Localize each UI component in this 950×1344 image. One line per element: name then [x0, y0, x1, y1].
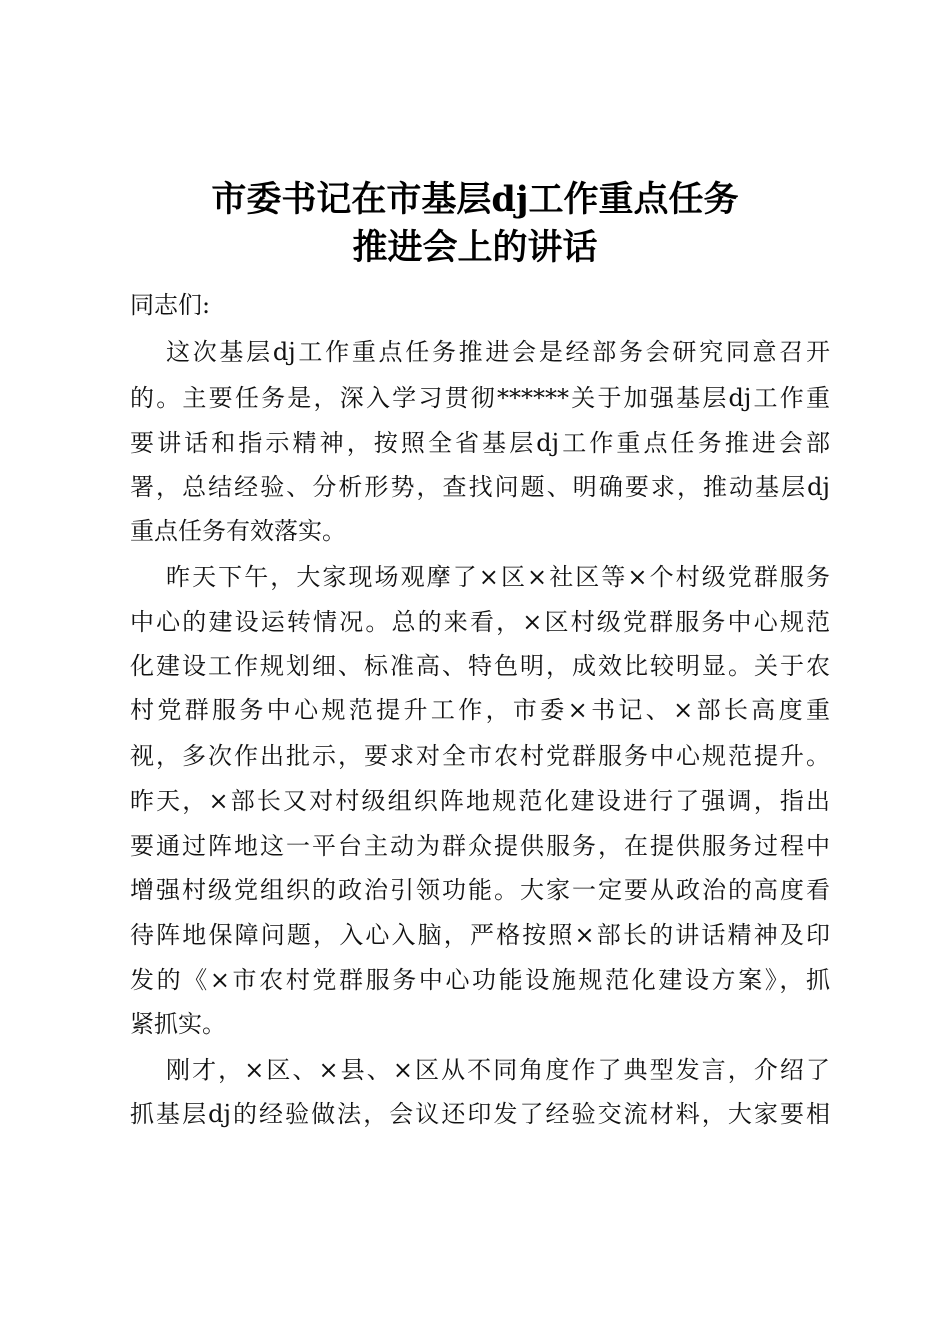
paragraph-line: 中心的建设运转情况。总的来看，×区村级党群服务中心规范 — [130, 608, 830, 636]
paragraph-line: 要通过阵地这一平台主动为群众提供服务，在提供服务过程中 — [130, 832, 830, 860]
paragraph-line: 化建设工作规划细、标准高、特色明，成效比较明显。关于农 — [130, 652, 830, 680]
paragraph-line: 署，总结经验、分析形势，查找问题、明确要求，推动基层dj — [130, 473, 830, 501]
paragraph-line: 这次基层dj工作重点任务推进会是经部务会研究同意召开 — [166, 338, 830, 366]
paragraph-line: 抓基层dj的经验做法，会议还印发了经验交流材料，大家要相 — [130, 1100, 830, 1128]
salutation: 同志们: — [130, 291, 211, 319]
title-line-1: 市委书记在市基层dj工作重点任务 — [211, 179, 739, 220]
paragraph-line: 重点任务有效落实。 — [130, 517, 346, 545]
paragraph-line: 村党群服务中心规范提升工作，市委×书记、×部长高度重 — [130, 696, 830, 724]
paragraph-line: 视，多次作出批示，要求对全市农村党群服务中心规范提升。 — [130, 742, 830, 770]
paragraph-line: 紧抓实。 — [130, 1010, 226, 1038]
paragraph-line: 刚才，×区、×县、×区从不同角度作了典型发言，介绍了 — [166, 1056, 830, 1084]
paragraph-line: 昨天下午，大家现场观摩了×区×社区等×个村级党群服务 — [166, 563, 830, 591]
paragraph-line: 要讲话和指示精神，按照全省基层dj工作重点任务推进会部 — [130, 429, 830, 457]
paragraph-line: 昨天，×部长又对村级组织阵地规范化建设进行了强调，指出 — [130, 787, 830, 815]
title-line-2: 推进会上的讲话 — [352, 227, 598, 268]
paragraph-line: 的。主要任务是，深入学习贯彻******关于加强基层dj工作重 — [130, 384, 830, 412]
paragraph-line: 增强村级党组织的政治引领功能。大家一定要从政治的高度看 — [130, 876, 830, 904]
paragraph-line: 发的《×市农村党群服务中心功能设施规范化建设方案》，抓 — [130, 966, 830, 994]
paragraph-line: 待阵地保障问题，入心入脑，严格按照×部长的讲话精神及印 — [130, 921, 830, 949]
